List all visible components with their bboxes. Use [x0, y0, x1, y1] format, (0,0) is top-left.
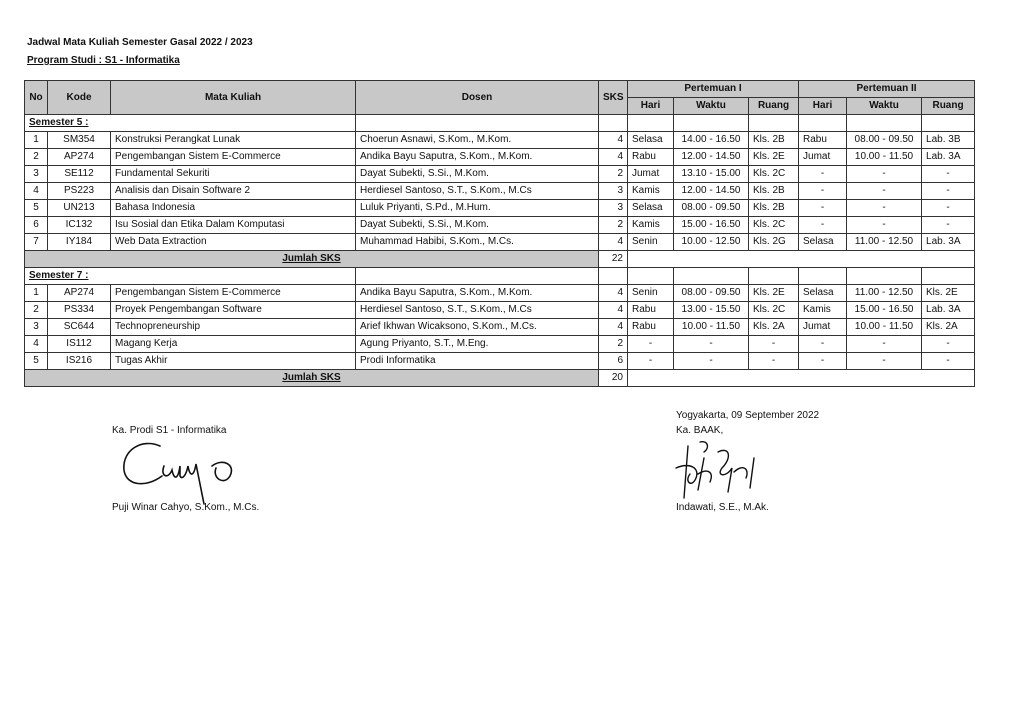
table-cell: Muhammad Habibi, S.Kom., M.Cs. [356, 234, 599, 251]
left-signer-role: Ka. Prodi S1 - Informatika [112, 425, 227, 436]
empty-cell [628, 251, 975, 268]
table-cell: Jumat [799, 319, 847, 336]
table-cell: - [628, 336, 674, 353]
header-waktu-1: Waktu [674, 98, 749, 115]
empty-cell [799, 115, 847, 132]
table-cell: - [799, 353, 847, 370]
table-cell: PS223 [48, 183, 111, 200]
table-cell: Lab. 3A [922, 302, 975, 319]
total-sks-value: 22 [599, 251, 628, 268]
table-cell: Bahasa Indonesia [111, 200, 356, 217]
table-row [25, 234, 975, 251]
empty-cell [799, 268, 847, 285]
header-waktu-2: Waktu [847, 98, 922, 115]
table-cell: 14.00 - 16.50 [674, 132, 749, 149]
left-signature-image [112, 436, 252, 508]
table-cell: Kls. 2B [749, 200, 799, 217]
table-cell: - [922, 166, 975, 183]
table-cell: - [847, 336, 922, 353]
left-signer-name: Puji Winar Cahyo, S.Kom., M.Cs. [112, 502, 260, 513]
table-cell: 1 [25, 132, 48, 149]
table-cell: Kls. 2E [749, 149, 799, 166]
table-cell: 11.00 - 12.50 [847, 234, 922, 251]
empty-cell [749, 115, 799, 132]
empty-cell [922, 115, 975, 132]
table-cell: Kls. 2B [749, 132, 799, 149]
table-cell: - [922, 183, 975, 200]
table-cell: Magang Kerja [111, 336, 356, 353]
table-cell: - [799, 166, 847, 183]
table-cell: Rabu [628, 149, 674, 166]
table-cell: - [799, 200, 847, 217]
table-cell: IS216 [48, 353, 111, 370]
header-kode: Kode [48, 81, 111, 115]
table-cell: Andika Bayu Saputra, S.Kom., M.Kom. [356, 285, 599, 302]
table-cell: 10.00 - 11.50 [847, 149, 922, 166]
table-cell: 3 [25, 319, 48, 336]
table-cell: - [922, 336, 975, 353]
table-cell: 4 [599, 132, 628, 149]
table-cell: 12.00 - 14.50 [674, 149, 749, 166]
table-row [25, 166, 975, 183]
table-cell: AP274 [48, 149, 111, 166]
table-cell: Kls. 2E [922, 285, 975, 302]
table-cell: IS112 [48, 336, 111, 353]
empty-cell [922, 268, 975, 285]
table-cell: Kls. 2C [749, 166, 799, 183]
table-cell: Lab. 3A [922, 149, 975, 166]
right-signer-name: Indawati, S.E., M.Ak. [676, 502, 769, 513]
table-cell: AP274 [48, 285, 111, 302]
total-sks-row [25, 251, 975, 268]
table-cell: Jumat [628, 166, 674, 183]
table-cell: Lab. 3A [922, 234, 975, 251]
table-row [25, 302, 975, 319]
table-cell: PS334 [48, 302, 111, 319]
table-cell: Dayat Subekti, S.Si., M.Kom. [356, 166, 599, 183]
table-cell: 12.00 - 14.50 [674, 183, 749, 200]
table-cell: Kls. 2A [922, 319, 975, 336]
header-hari-1: Hari [628, 98, 674, 115]
table-cell: IC132 [48, 217, 111, 234]
table-cell: 10.00 - 12.50 [674, 234, 749, 251]
table-cell: - [847, 353, 922, 370]
table-cell: 15.00 - 16.50 [674, 217, 749, 234]
table-cell: 5 [25, 353, 48, 370]
table-cell: Pengembangan Sistem E-Commerce [111, 285, 356, 302]
table-cell: - [674, 353, 749, 370]
table-cell: Kls. 2C [749, 217, 799, 234]
table-row [25, 336, 975, 353]
table-cell: 3 [599, 183, 628, 200]
empty-cell [356, 115, 599, 132]
empty-cell [628, 115, 674, 132]
table-cell: 11.00 - 12.50 [847, 285, 922, 302]
empty-cell [599, 268, 628, 285]
semester-label: Semester 5 : [25, 115, 356, 132]
table-cell: - [847, 200, 922, 217]
table-cell: - [628, 353, 674, 370]
table-cell: IY184 [48, 234, 111, 251]
table-cell: 2 [599, 336, 628, 353]
table-cell: - [799, 183, 847, 200]
table-cell: Web Data Extraction [111, 234, 356, 251]
table-cell: 4 [599, 285, 628, 302]
table-cell: 4 [25, 183, 48, 200]
table-cell: 4 [599, 234, 628, 251]
table-cell: Analisis dan Disain Software 2 [111, 183, 356, 200]
table-cell: 5 [25, 200, 48, 217]
table-row [25, 200, 975, 217]
header-dosen: Dosen [356, 81, 599, 115]
table-cell: Rabu [628, 319, 674, 336]
table-cell: UN213 [48, 200, 111, 217]
table-row [25, 217, 975, 234]
table-cell: Kls. 2G [749, 234, 799, 251]
schedule-table [24, 80, 975, 387]
program-label: Program Studi : S1 - Informatika [27, 55, 180, 66]
header-ruang-1: Ruang [749, 98, 799, 115]
table-cell: SE112 [48, 166, 111, 183]
table-row [25, 353, 975, 370]
table-cell: 13.10 - 15.00 [674, 166, 749, 183]
table-cell: 15.00 - 16.50 [847, 302, 922, 319]
table-cell: - [922, 217, 975, 234]
total-sks-label: Jumlah SKS [25, 251, 599, 268]
table-cell: Arief Ikhwan Wicaksono, S.Kom., M.Cs. [356, 319, 599, 336]
empty-cell [628, 370, 975, 387]
table-cell: 08.00 - 09.50 [674, 285, 749, 302]
table-cell: Senin [628, 234, 674, 251]
signing-date: Yogyakarta, 09 September 2022 [676, 410, 820, 421]
table-cell: 1 [25, 285, 48, 302]
header-hari-2: Hari [799, 98, 847, 115]
table-cell: Choerun Asnawi, S.Kom., M.Kom. [356, 132, 599, 149]
table-cell: Andika Bayu Saputra, S.Kom., M.Kom. [356, 149, 599, 166]
table-cell: 2 [599, 166, 628, 183]
table-cell: 08.00 - 09.50 [674, 200, 749, 217]
table-cell: Kls. 2E [749, 285, 799, 302]
header-pertemuan-1: Pertemuan I [628, 81, 799, 98]
table-cell: Konstruksi Perangkat Lunak [111, 132, 356, 149]
table-cell: - [847, 166, 922, 183]
table-cell: Herdiesel Santoso, S.T., S.Kom., M.Cs [356, 183, 599, 200]
empty-cell [599, 115, 628, 132]
table-cell: 3 [599, 200, 628, 217]
table-cell: Kamis [628, 217, 674, 234]
table-row [25, 149, 975, 166]
table-cell: 6 [599, 353, 628, 370]
table-cell: 13.00 - 15.50 [674, 302, 749, 319]
header-no: No [25, 81, 48, 115]
table-cell: Technopreneurship [111, 319, 356, 336]
table-row [25, 285, 975, 302]
table-cell: Kamis [799, 302, 847, 319]
table-cell: Rabu [799, 132, 847, 149]
semester-header-row [25, 268, 975, 285]
document-title: Jadwal Mata Kuliah Semester Gasal 2022 / 2023 [27, 37, 253, 48]
table-cell: Kls. 2A [749, 319, 799, 336]
table-cell: Luluk Priyanti, S.Pd., M.Hum. [356, 200, 599, 217]
table-cell: Kls. 2C [749, 302, 799, 319]
table-cell: - [749, 353, 799, 370]
semester-label: Semester 7 : [25, 268, 356, 285]
right-signer-role: Ka. BAAK, [676, 425, 724, 436]
table-cell: Prodi Informatika [356, 353, 599, 370]
header-mata-kuliah: Mata Kuliah [111, 81, 356, 115]
table-cell: - [749, 336, 799, 353]
header-pertemuan-2: Pertemuan II [799, 81, 975, 98]
table-cell: 3 [25, 166, 48, 183]
empty-cell [847, 268, 922, 285]
table-cell: Lab. 3B [922, 132, 975, 149]
empty-cell [674, 115, 749, 132]
table-cell: 10.00 - 11.50 [847, 319, 922, 336]
total-sks-label: Jumlah SKS [25, 370, 599, 387]
table-cell: Selasa [628, 200, 674, 217]
table-cell: SC644 [48, 319, 111, 336]
table-cell: Proyek Pengembangan Software [111, 302, 356, 319]
empty-cell [847, 115, 922, 132]
table-cell: - [674, 336, 749, 353]
table-cell: 6 [25, 217, 48, 234]
table-cell: SM354 [48, 132, 111, 149]
table-cell: Agung Priyanto, S.T., M.Eng. [356, 336, 599, 353]
table-cell: 4 [599, 302, 628, 319]
table-cell: - [799, 336, 847, 353]
empty-cell [356, 268, 599, 285]
table-cell: Selasa [628, 132, 674, 149]
table-cell: Herdiesel Santoso, S.T., S.Kom., M.Cs [356, 302, 599, 319]
table-cell: 7 [25, 234, 48, 251]
table-cell: Kamis [628, 183, 674, 200]
table-cell: 08.00 - 09.50 [847, 132, 922, 149]
table-cell: Pengembangan Sistem E-Commerce [111, 149, 356, 166]
table-cell: 2 [25, 149, 48, 166]
header-sks: SKS [599, 81, 628, 115]
table-cell: Tugas Akhir [111, 353, 356, 370]
table-cell: Selasa [799, 234, 847, 251]
table-cell: 2 [599, 217, 628, 234]
table-cell: Dayat Subekti, S.Si., M.Kom. [356, 217, 599, 234]
table-cell: 2 [25, 302, 48, 319]
table-cell: Rabu [628, 302, 674, 319]
table-cell: - [922, 353, 975, 370]
empty-cell [628, 268, 674, 285]
table-cell: Kls. 2B [749, 183, 799, 200]
table-cell: - [847, 217, 922, 234]
table-cell: - [847, 183, 922, 200]
table-cell: - [799, 217, 847, 234]
table-cell: 4 [25, 336, 48, 353]
table-cell: - [922, 200, 975, 217]
table-cell: 4 [599, 149, 628, 166]
right-signature-image [670, 438, 780, 502]
table-cell: Fundamental Sekuriti [111, 166, 356, 183]
empty-cell [749, 268, 799, 285]
empty-cell [674, 268, 749, 285]
semester-header-row [25, 115, 975, 132]
table-cell: Jumat [799, 149, 847, 166]
table-cell: 10.00 - 11.50 [674, 319, 749, 336]
header-ruang-2: Ruang [922, 98, 975, 115]
table-cell: Isu Sosial dan Etika Dalam Komputasi [111, 217, 356, 234]
table-row [25, 319, 975, 336]
table-cell: 4 [599, 319, 628, 336]
total-sks-value: 20 [599, 370, 628, 387]
table-cell: Selasa [799, 285, 847, 302]
table-row [25, 183, 975, 200]
table-row [25, 132, 975, 149]
table-cell: Senin [628, 285, 674, 302]
total-sks-row [25, 370, 975, 387]
